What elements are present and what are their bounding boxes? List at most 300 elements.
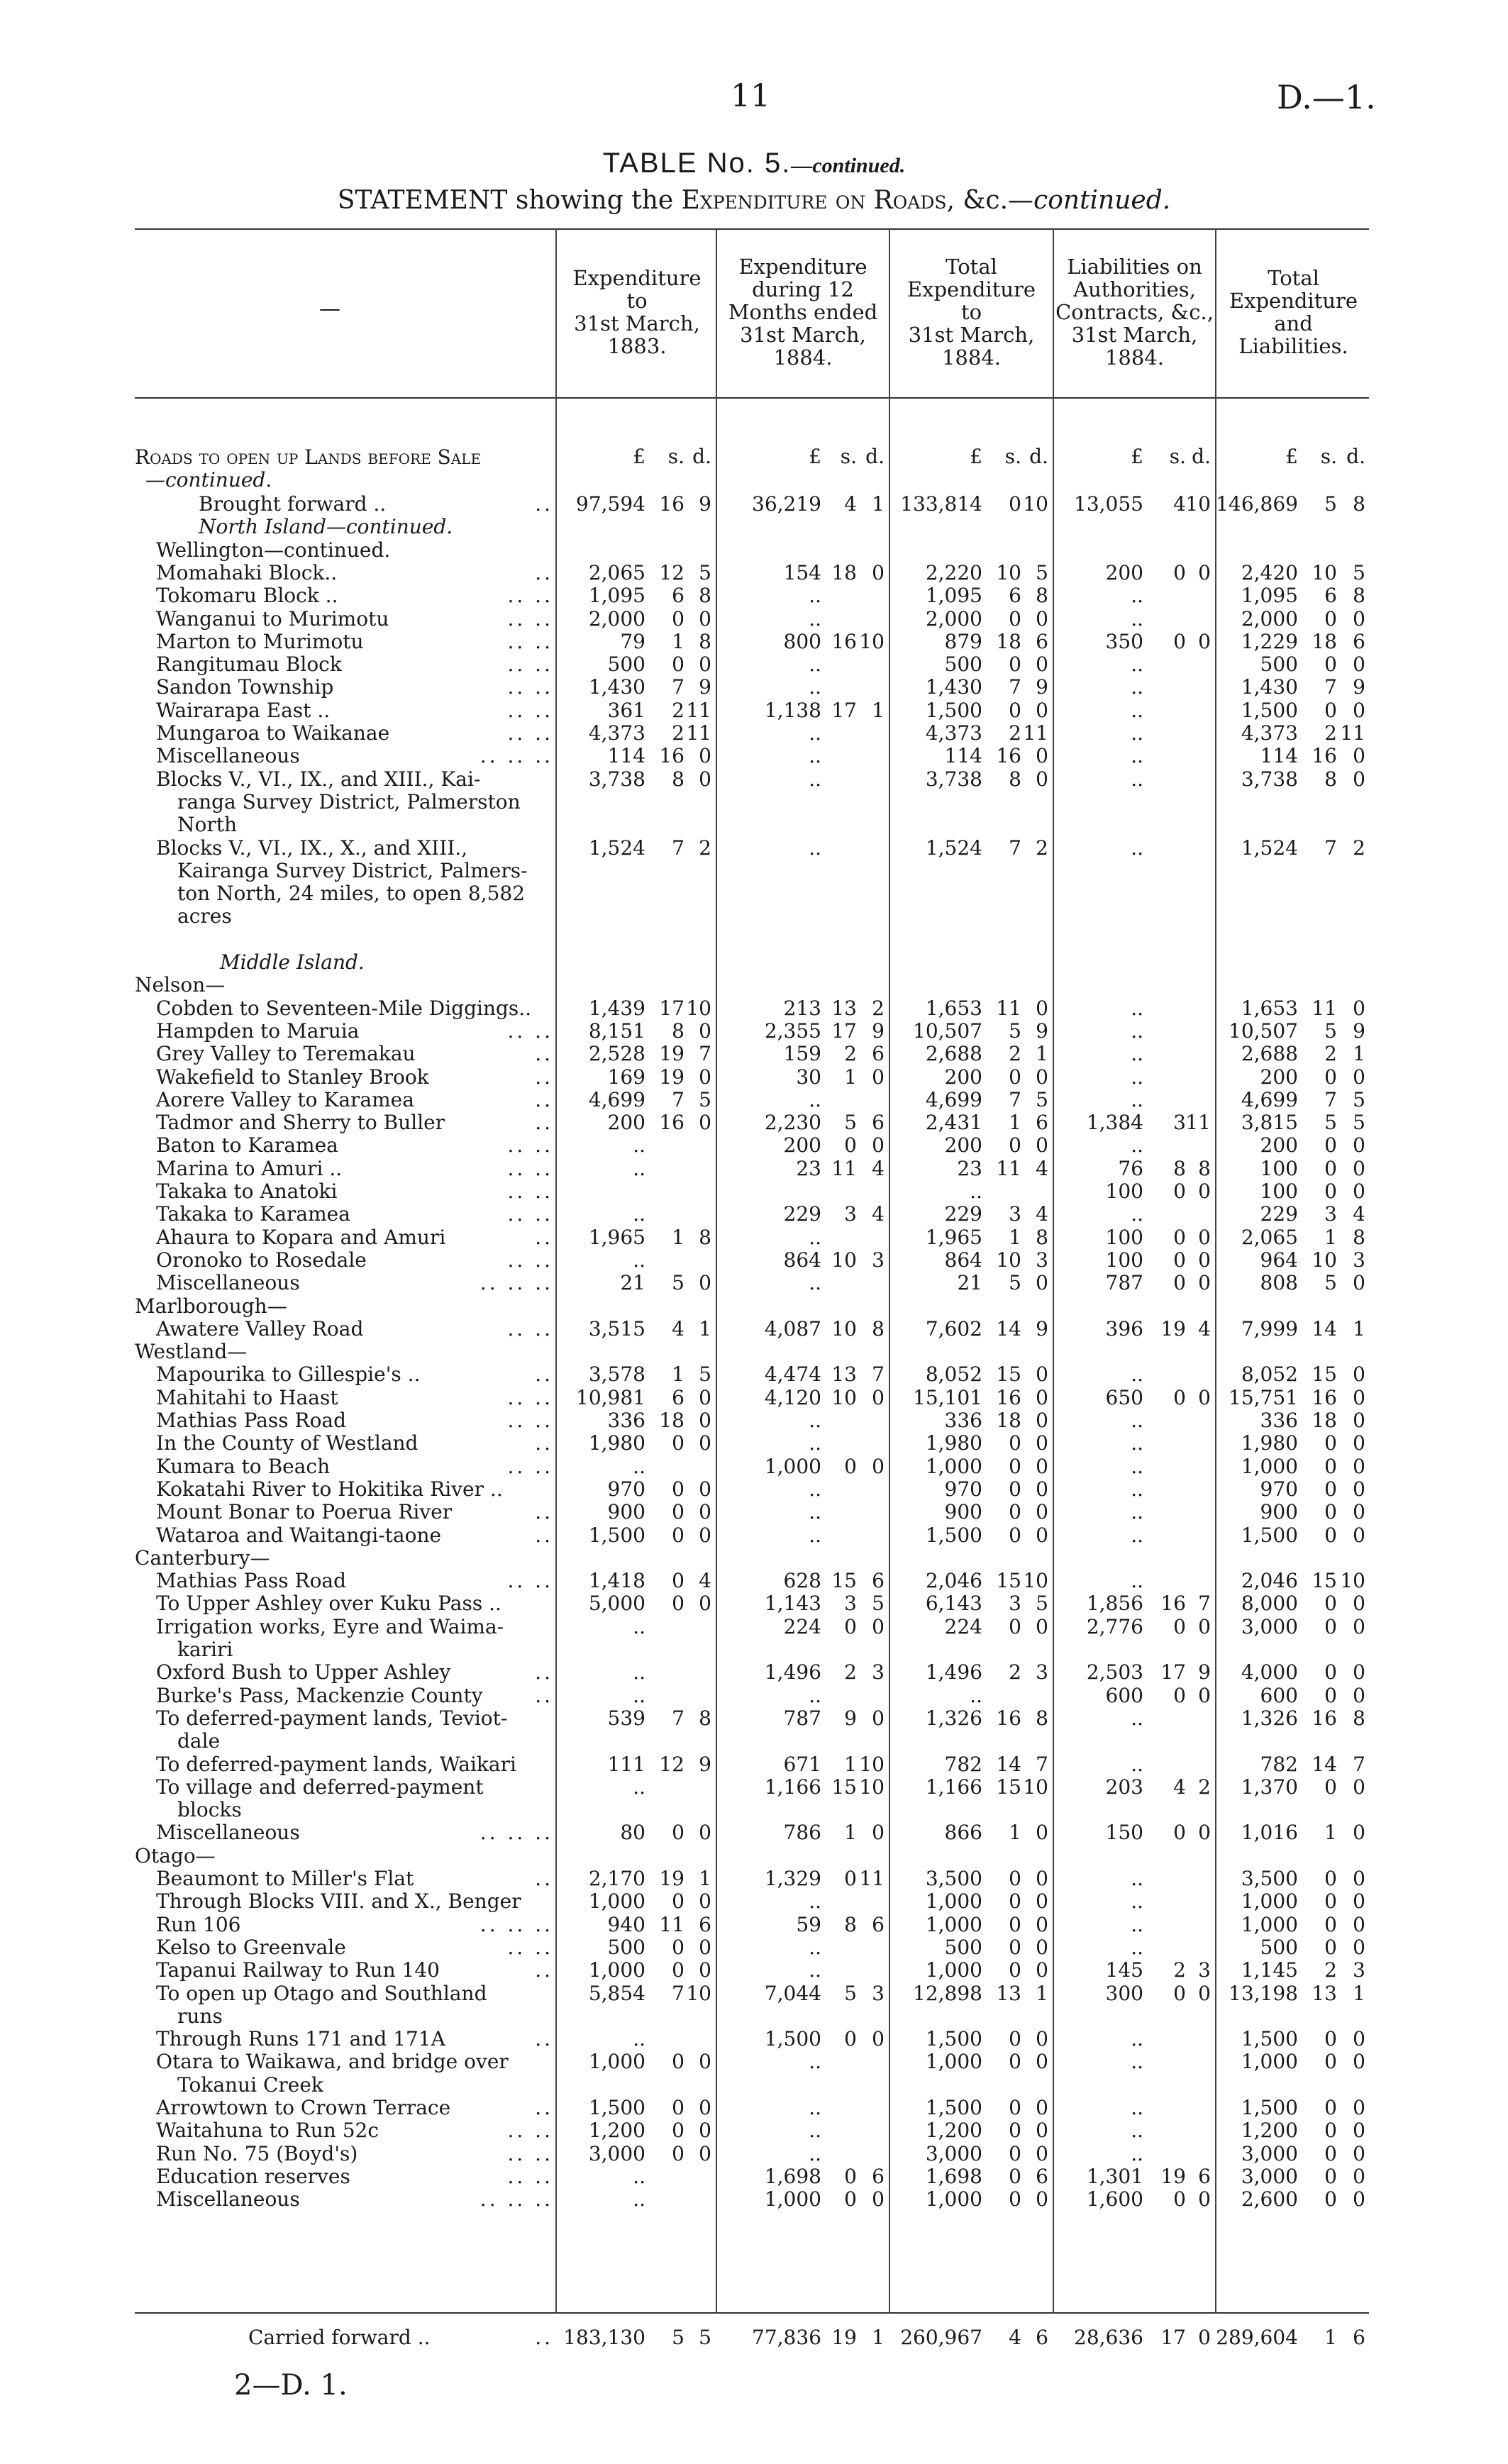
amount-shillings: 0 bbox=[672, 1958, 684, 1982]
amount-pounds: 336 bbox=[607, 1409, 645, 1432]
table-row bbox=[0, 1661, 1508, 1684]
amount-nil: .. bbox=[1131, 584, 1143, 608]
amount-shillings: 15 bbox=[1312, 1569, 1337, 1593]
leader-dots: .. .. bbox=[507, 1454, 553, 1478]
amount-pounds: 2,065 bbox=[1241, 1225, 1298, 1249]
amount-pounds: 213 bbox=[783, 996, 821, 1020]
amount-pounds: 1,000 bbox=[925, 2050, 982, 2074]
amount-pence: 0 bbox=[1353, 2027, 1365, 2051]
amount-shillings: 0 bbox=[672, 653, 684, 677]
amount-shillings: 0 bbox=[1173, 1614, 1186, 1638]
amount-pounds: 600 bbox=[1105, 1683, 1143, 1707]
amount-pence: 0 bbox=[699, 1477, 711, 1501]
amount-shillings: 5 bbox=[1324, 492, 1337, 516]
amount-pence: 0 bbox=[1198, 2187, 1211, 2212]
amount-nil: .. bbox=[809, 836, 821, 860]
total-row bbox=[0, 2326, 1508, 2349]
amount-pence: 0 bbox=[1198, 1180, 1211, 1203]
amount-pence: 0 bbox=[1036, 1935, 1048, 1959]
table-row bbox=[0, 493, 1508, 516]
amount-pence: 0 bbox=[699, 1958, 711, 1982]
currency-unit-label: s. bbox=[1004, 445, 1021, 468]
amount-shillings: 0 bbox=[1009, 698, 1021, 722]
amount-pounds: 36,219 bbox=[752, 492, 821, 516]
amount-pounds: 1,329 bbox=[764, 1867, 821, 1890]
amount-pounds: 289,604 bbox=[1216, 2326, 1298, 2349]
amount-shillings: 3 bbox=[844, 1202, 857, 1226]
amount-shillings: 1 bbox=[672, 629, 684, 653]
row-description: Mount Bonar to Poerua River bbox=[156, 1500, 453, 1524]
amount-pence: 0 bbox=[699, 1019, 711, 1043]
amount-pounds: 183,130 bbox=[563, 2326, 645, 2349]
amount-pounds: 4,087 bbox=[764, 1316, 821, 1341]
amount-pence: 6 bbox=[872, 1111, 885, 1135]
amount-shillings: 1 bbox=[1324, 1821, 1337, 1845]
row-description: Wairarapa East .. bbox=[156, 698, 331, 722]
amount-pence: 9 bbox=[1198, 1660, 1211, 1685]
amount-pounds: 224 bbox=[783, 1614, 821, 1638]
amount-pence: 0 bbox=[1198, 1248, 1211, 1272]
amount-shillings: 10 bbox=[996, 560, 1021, 584]
amount-pounds: 154 bbox=[783, 560, 821, 584]
amount-pence: 0 bbox=[1353, 1912, 1365, 1936]
amount-pence: 0 bbox=[1198, 1271, 1211, 1295]
amount-nil: .. bbox=[809, 1889, 821, 1914]
amount-pounds: 200 bbox=[783, 1133, 821, 1158]
amount-shillings: 0 bbox=[1173, 1248, 1186, 1272]
amount-pence: 9 bbox=[699, 675, 711, 699]
amount-pence: 0 bbox=[1036, 1385, 1048, 1409]
table-row bbox=[0, 1455, 1508, 1478]
leader-dots: .. .. bbox=[507, 584, 553, 608]
row-description: Beaumont to Miller's Flat bbox=[156, 1867, 414, 1890]
amount-shillings: 7 bbox=[1009, 675, 1021, 699]
amount-shillings: 7 bbox=[672, 1706, 684, 1730]
amount-pence: 0 bbox=[1036, 1133, 1048, 1158]
amount-pence: 0 bbox=[1353, 1363, 1365, 1387]
table-row bbox=[0, 1158, 1508, 1180]
table-row bbox=[0, 1043, 1508, 1065]
amount-pounds: 336 bbox=[1260, 1409, 1298, 1432]
leader-dots: .. .. .. bbox=[479, 1821, 553, 1845]
amount-shillings: 0 bbox=[1173, 1981, 1186, 2005]
amount-shillings: 11 bbox=[996, 1156, 1021, 1180]
amount-shillings: 0 bbox=[672, 2141, 684, 2165]
amount-pounds: 350 bbox=[1105, 629, 1143, 653]
row-description: To Upper Ashley over Kuku Pass .. bbox=[156, 1592, 501, 1616]
amount-shillings: 0 bbox=[844, 2187, 857, 2212]
amount-pence: 0 bbox=[1198, 1821, 1211, 1845]
amount-pounds: 1,095 bbox=[925, 584, 982, 608]
leader-dots: .. .. .. bbox=[479, 2187, 553, 2212]
amount-pounds: 200 bbox=[1260, 1133, 1298, 1158]
amount-pence: 0 bbox=[1036, 1431, 1048, 1455]
leader-dots: .. .. bbox=[507, 1248, 553, 1272]
amount-pence: 9 bbox=[1036, 1316, 1048, 1341]
amount-shillings: 1 bbox=[1009, 1111, 1021, 1135]
amount-pounds: 1,965 bbox=[925, 1225, 982, 1249]
amount-pounds: 1,000 bbox=[588, 1889, 645, 1914]
amount-pence: 3 bbox=[872, 1660, 885, 1685]
amount-pounds: 1,653 bbox=[1241, 996, 1298, 1020]
amount-shillings: 2 bbox=[844, 1660, 857, 1685]
amount-pence: 0 bbox=[699, 2096, 711, 2119]
amount-pence: 0 bbox=[1353, 1614, 1365, 1638]
amount-pounds: 1,980 bbox=[1241, 1431, 1298, 1455]
amount-shillings: 7 bbox=[1009, 1087, 1021, 1111]
table-row bbox=[0, 1409, 1508, 1432]
amount-pence: 5 bbox=[1036, 1592, 1048, 1616]
leader-dots: .. .. .. bbox=[479, 744, 553, 768]
amount-shillings: 3 bbox=[1324, 1202, 1337, 1226]
amount-pounds: 336 bbox=[944, 1409, 982, 1432]
row-description: runs bbox=[177, 2004, 223, 2028]
currency-unit-label: s. bbox=[667, 445, 684, 468]
amount-shillings: 0 bbox=[1324, 606, 1337, 631]
amount-pounds: 970 bbox=[607, 1477, 645, 1501]
amount-pounds: 1,430 bbox=[925, 675, 982, 699]
table-row bbox=[0, 1616, 1508, 1638]
amount-shillings: 0 bbox=[672, 2096, 684, 2119]
amount-pounds: 200 bbox=[607, 1111, 645, 1135]
amount-pounds: 1,301 bbox=[1086, 2164, 1143, 2188]
amount-nil: .. bbox=[809, 1087, 821, 1111]
table-row bbox=[0, 1890, 1508, 1913]
amount-nil: .. bbox=[1131, 1523, 1143, 1547]
row-description: Momahaki Block.. bbox=[156, 560, 338, 584]
amount-pounds: 879 bbox=[944, 629, 982, 653]
row-description: Waitahuna to Run 52c bbox=[156, 2119, 379, 2143]
amount-pence: 2 bbox=[872, 996, 885, 1020]
amount-pounds: 4,474 bbox=[764, 1363, 821, 1387]
amount-pence: 0 bbox=[1036, 2050, 1048, 2074]
amount-pence: 0 bbox=[1198, 1981, 1211, 2005]
row-spacer bbox=[0, 928, 1508, 951]
amount-pounds: 7,999 bbox=[1241, 1316, 1298, 1341]
amount-pence: 6 bbox=[872, 1042, 885, 1066]
amount-pounds: 2,220 bbox=[925, 560, 982, 584]
amount-pounds: 7,602 bbox=[925, 1316, 982, 1341]
amount-nil: .. bbox=[809, 584, 821, 608]
amount-pence: 0 bbox=[1353, 1867, 1365, 1890]
amount-pounds: 59 bbox=[796, 1912, 821, 1936]
currency-unit-label: d. bbox=[1346, 445, 1365, 468]
amount-pounds: 864 bbox=[783, 1248, 821, 1272]
amount-shillings: 7 bbox=[672, 1981, 684, 2005]
page-number: 11 bbox=[731, 78, 770, 114]
amount-shillings: 18 bbox=[996, 629, 1021, 653]
amount-shillings: 0 bbox=[1324, 1477, 1337, 1501]
amount-pounds: 1,200 bbox=[588, 2119, 645, 2143]
amount-pence: 8 bbox=[699, 629, 711, 653]
amount-pence: 0 bbox=[1036, 1614, 1048, 1638]
amount-pounds: 1,000 bbox=[925, 2187, 982, 2212]
amount-pounds: 1,200 bbox=[925, 2119, 982, 2143]
amount-pounds: 4,699 bbox=[1241, 1087, 1298, 1111]
amount-pence: 10 bbox=[686, 996, 711, 1020]
amount-pence: 0 bbox=[1036, 606, 1048, 631]
row-description: Wanganui to Murimotu bbox=[156, 606, 389, 631]
amount-pence: 0 bbox=[1036, 2096, 1048, 2119]
leader-dots: .. .. bbox=[507, 698, 553, 722]
description-continuation bbox=[0, 1638, 1508, 1661]
row-description: Burke's Pass, Mackenzie County bbox=[156, 1683, 483, 1707]
amount-pence: 5 bbox=[1353, 1087, 1365, 1111]
amount-shillings: 11 bbox=[1312, 996, 1337, 1020]
amount-pence: 0 bbox=[1353, 1133, 1365, 1158]
amount-pence: 0 bbox=[1036, 1454, 1048, 1478]
amount-pounds: 3,000 bbox=[1241, 2164, 1298, 2188]
amount-pence: 5 bbox=[1353, 1111, 1365, 1135]
leader-dots: .. .. bbox=[507, 1385, 553, 1409]
amount-nil: .. bbox=[970, 1683, 982, 1707]
footer-signature: 2—D. 1. bbox=[234, 2369, 348, 2402]
amount-shillings: 0 bbox=[844, 1454, 857, 1478]
amount-pence: 0 bbox=[699, 1935, 711, 1959]
amount-pounds: 2,000 bbox=[588, 606, 645, 631]
amount-pounds: 159 bbox=[783, 1042, 821, 1066]
amount-pence: 6 bbox=[872, 2164, 885, 2188]
amount-pence: 5 bbox=[699, 1087, 711, 1111]
amount-pence: 8 bbox=[1353, 584, 1365, 608]
amount-pounds: 8,052 bbox=[925, 1363, 982, 1387]
row-description: Nelson— bbox=[135, 973, 226, 997]
amount-shillings: 0 bbox=[1324, 1523, 1337, 1547]
amount-pounds: 1,430 bbox=[588, 675, 645, 699]
amount-shillings: 19 bbox=[831, 2326, 857, 2349]
amount-pence: 7 bbox=[699, 1042, 711, 1066]
amount-pounds: 787 bbox=[783, 1706, 821, 1730]
amount-shillings: 17 bbox=[831, 1019, 857, 1043]
amount-nil: .. bbox=[1131, 2096, 1143, 2119]
amount-pounds: 1,000 bbox=[588, 1958, 645, 1982]
leader-dots: .. .. bbox=[507, 1409, 553, 1432]
amount-shillings: 0 bbox=[1324, 1156, 1337, 1180]
amount-pounds: 500 bbox=[607, 1935, 645, 1959]
leader-dots: .. .. bbox=[507, 2119, 553, 2143]
amount-pence: 1 bbox=[872, 698, 885, 722]
amount-shillings: 3 bbox=[1009, 1202, 1021, 1226]
amount-pounds: 1,000 bbox=[764, 2187, 821, 2212]
amount-pence: 10 bbox=[859, 629, 885, 653]
amount-nil: .. bbox=[633, 1248, 645, 1272]
amount-shillings: 7 bbox=[1009, 836, 1021, 860]
header-top-rule bbox=[135, 228, 1369, 230]
amount-shillings: 1 bbox=[844, 1065, 857, 1089]
row-description: Marina to Amuri .. bbox=[156, 1156, 343, 1180]
amount-shillings: 17 bbox=[659, 996, 684, 1020]
amount-pounds: 1,500 bbox=[588, 2096, 645, 2119]
amount-shillings: 1 bbox=[1009, 1821, 1021, 1845]
amount-pence: 0 bbox=[1353, 2187, 1365, 2212]
amount-pounds: 229 bbox=[944, 1202, 982, 1226]
amount-pence: 0 bbox=[1353, 996, 1365, 1020]
amount-nil: .. bbox=[1131, 1477, 1143, 1501]
amount-pence: 0 bbox=[872, 1385, 885, 1409]
leader-dots: .. .. bbox=[507, 1180, 553, 1203]
amount-shillings: 0 bbox=[844, 1133, 857, 1158]
row-description: Takaka to Karamea bbox=[156, 1202, 350, 1226]
amount-shillings: 0 bbox=[1324, 2096, 1337, 2119]
amount-shillings: 16 bbox=[659, 492, 684, 516]
table-row bbox=[0, 653, 1508, 676]
amount-pounds: 3,738 bbox=[925, 767, 982, 791]
table-row bbox=[0, 608, 1508, 631]
leader-dots: .. .. bbox=[507, 2141, 553, 2165]
table-row bbox=[0, 631, 1508, 653]
amount-shillings: 8 bbox=[1009, 767, 1021, 791]
amount-nil: .. bbox=[809, 1409, 821, 1432]
leader-dots: .. bbox=[535, 1087, 553, 1111]
amount-pence: 5 bbox=[872, 1592, 885, 1616]
amount-nil: .. bbox=[1131, 1431, 1143, 1455]
leader-dots: .. .. bbox=[507, 1019, 553, 1043]
amount-shillings: 0 bbox=[672, 1592, 684, 1616]
amount-pence: 0 bbox=[872, 1706, 885, 1730]
table-row bbox=[0, 1592, 1508, 1615]
amount-pence: 6 bbox=[1036, 629, 1048, 653]
amount-pounds: 1,500 bbox=[1241, 1523, 1298, 1547]
amount-nil: .. bbox=[1131, 1569, 1143, 1593]
currency-unit-label: £ bbox=[1131, 445, 1143, 468]
amount-pounds: 200 bbox=[1260, 1065, 1298, 1089]
description-continuation bbox=[0, 1730, 1508, 1753]
amount-pounds: 15,101 bbox=[913, 1385, 982, 1409]
leader-dots: .. bbox=[535, 1363, 553, 1387]
amount-shillings: 0 bbox=[1324, 1065, 1337, 1089]
amount-pence: 0 bbox=[699, 1271, 711, 1295]
amount-pounds: 260,967 bbox=[900, 2326, 982, 2349]
table-row bbox=[0, 1180, 1508, 1203]
amount-pounds: 6,143 bbox=[925, 1592, 982, 1616]
amount-shillings: 0 bbox=[672, 1935, 684, 1959]
amount-pence: 0 bbox=[1353, 1454, 1365, 1478]
amount-shillings: 18 bbox=[659, 1409, 684, 1432]
amount-pounds: 1,229 bbox=[1241, 629, 1298, 653]
amount-pounds: 3,738 bbox=[588, 767, 645, 791]
amount-shillings: 3 bbox=[844, 1592, 857, 1616]
amount-pounds: 100 bbox=[1260, 1156, 1298, 1180]
amount-nil: .. bbox=[809, 675, 821, 699]
row-description: Kumara to Beach bbox=[156, 1454, 331, 1478]
table-row bbox=[0, 676, 1508, 699]
amount-pounds: 300 bbox=[1105, 1981, 1143, 2005]
amount-pence: 0 bbox=[699, 606, 711, 631]
row-description: Sandon Township bbox=[156, 675, 334, 699]
amount-pounds: 786 bbox=[783, 1821, 821, 1845]
amount-nil: .. bbox=[1131, 2119, 1143, 2143]
amount-pounds: 2,528 bbox=[588, 1042, 645, 1066]
amount-pounds: 1,000 bbox=[925, 1958, 982, 1982]
table-row bbox=[0, 997, 1508, 1020]
amount-shillings: 0 bbox=[1324, 2027, 1337, 2051]
amount-shillings: 0 bbox=[1173, 560, 1186, 584]
row-description: Baton to Karamea bbox=[156, 1133, 338, 1158]
amount-pounds: 1,095 bbox=[1241, 584, 1298, 608]
amount-pounds: 1,000 bbox=[925, 1889, 982, 1914]
row-description: Awatere Valley Road bbox=[156, 1316, 364, 1341]
amount-nil: .. bbox=[1131, 1042, 1143, 1066]
leader-dots: .. .. bbox=[507, 606, 553, 631]
amount-pounds: 650 bbox=[1105, 1385, 1143, 1409]
amount-pence: 10 bbox=[1340, 1569, 1365, 1593]
row-description: Kelso to Greenvale bbox=[156, 1935, 346, 1959]
row-description: Canterbury— bbox=[135, 1545, 270, 1570]
amount-pence: 0 bbox=[699, 1889, 711, 1914]
amount-shillings: 11 bbox=[831, 1156, 857, 1180]
amount-shillings: 0 bbox=[1324, 1775, 1337, 1799]
table-row bbox=[0, 1501, 1508, 1524]
amount-shillings: 0 bbox=[1009, 2141, 1021, 2165]
amount-pence: 0 bbox=[1353, 1683, 1365, 1707]
amount-pounds: 2,000 bbox=[925, 606, 982, 631]
leader-dots: .. bbox=[535, 2027, 553, 2051]
amount-pence: 5 bbox=[699, 560, 711, 584]
amount-pence: 0 bbox=[699, 1409, 711, 1432]
amount-pounds: 1,500 bbox=[1241, 2096, 1298, 2119]
table-row bbox=[0, 2143, 1508, 2165]
amount-pounds: 3,815 bbox=[1241, 1111, 1298, 1135]
amount-pounds: 169 bbox=[607, 1065, 645, 1089]
amount-pence: 4 bbox=[1353, 1202, 1365, 1226]
statement-lead: STATEMENT showing the bbox=[337, 186, 674, 215]
amount-shillings: 16 bbox=[1312, 744, 1337, 768]
amount-nil: .. bbox=[1131, 1706, 1143, 1730]
group-heading bbox=[0, 1547, 1508, 1570]
amount-pence: 5 bbox=[1036, 1087, 1048, 1111]
amount-nil: .. bbox=[633, 2164, 645, 2188]
amount-pounds: 4,373 bbox=[588, 721, 645, 745]
amount-nil: .. bbox=[809, 2096, 821, 2119]
amount-pence: 9 bbox=[1353, 675, 1365, 699]
amount-shillings: 13 bbox=[831, 996, 857, 1020]
leader-dots: .. bbox=[535, 1660, 553, 1685]
amount-shillings: 0 bbox=[1009, 2187, 1021, 2212]
amount-shillings: 0 bbox=[1009, 1867, 1021, 1890]
amount-shillings: 11 bbox=[996, 996, 1021, 1020]
row-description: acres bbox=[177, 904, 232, 928]
amount-pence: 0 bbox=[1036, 2027, 1048, 2051]
amount-pounds: 2,420 bbox=[1241, 560, 1298, 584]
amount-pounds: 30 bbox=[796, 1065, 821, 1089]
amount-pounds: 13,198 bbox=[1229, 1981, 1298, 2005]
amount-pounds: 1,166 bbox=[925, 1775, 982, 1799]
amount-pounds: 4,120 bbox=[764, 1385, 821, 1409]
amount-pence: 11 bbox=[686, 721, 711, 745]
amount-pence: 10 bbox=[686, 1981, 711, 2005]
amount-shillings: 0 bbox=[1173, 1180, 1186, 1203]
amount-nil: .. bbox=[1131, 744, 1143, 768]
section-heading-note: —continued. bbox=[145, 468, 272, 492]
amount-pence: 0 bbox=[1353, 1477, 1365, 1501]
amount-shillings: 5 bbox=[672, 2326, 684, 2349]
amount-pence: 0 bbox=[1036, 744, 1048, 768]
amount-pence: 0 bbox=[1036, 2187, 1048, 2212]
amount-pence: 0 bbox=[1353, 1660, 1365, 1685]
description-continuation bbox=[0, 860, 1508, 882]
amount-pounds: 1,500 bbox=[764, 2027, 821, 2051]
amount-pence: 2 bbox=[1198, 1775, 1211, 1799]
amount-shillings: 5 bbox=[844, 1981, 857, 2005]
amount-shillings: 18 bbox=[1312, 629, 1337, 653]
amount-shillings: 15 bbox=[996, 1363, 1021, 1387]
amount-shillings: 0 bbox=[1324, 1683, 1337, 1707]
amount-shillings: 15 bbox=[831, 1569, 857, 1593]
amount-shillings: 0 bbox=[1324, 698, 1337, 722]
amount-pounds: 100 bbox=[1105, 1180, 1143, 1203]
amount-pence: 9 bbox=[872, 1019, 885, 1043]
leader-dots: .. bbox=[535, 1867, 553, 1890]
